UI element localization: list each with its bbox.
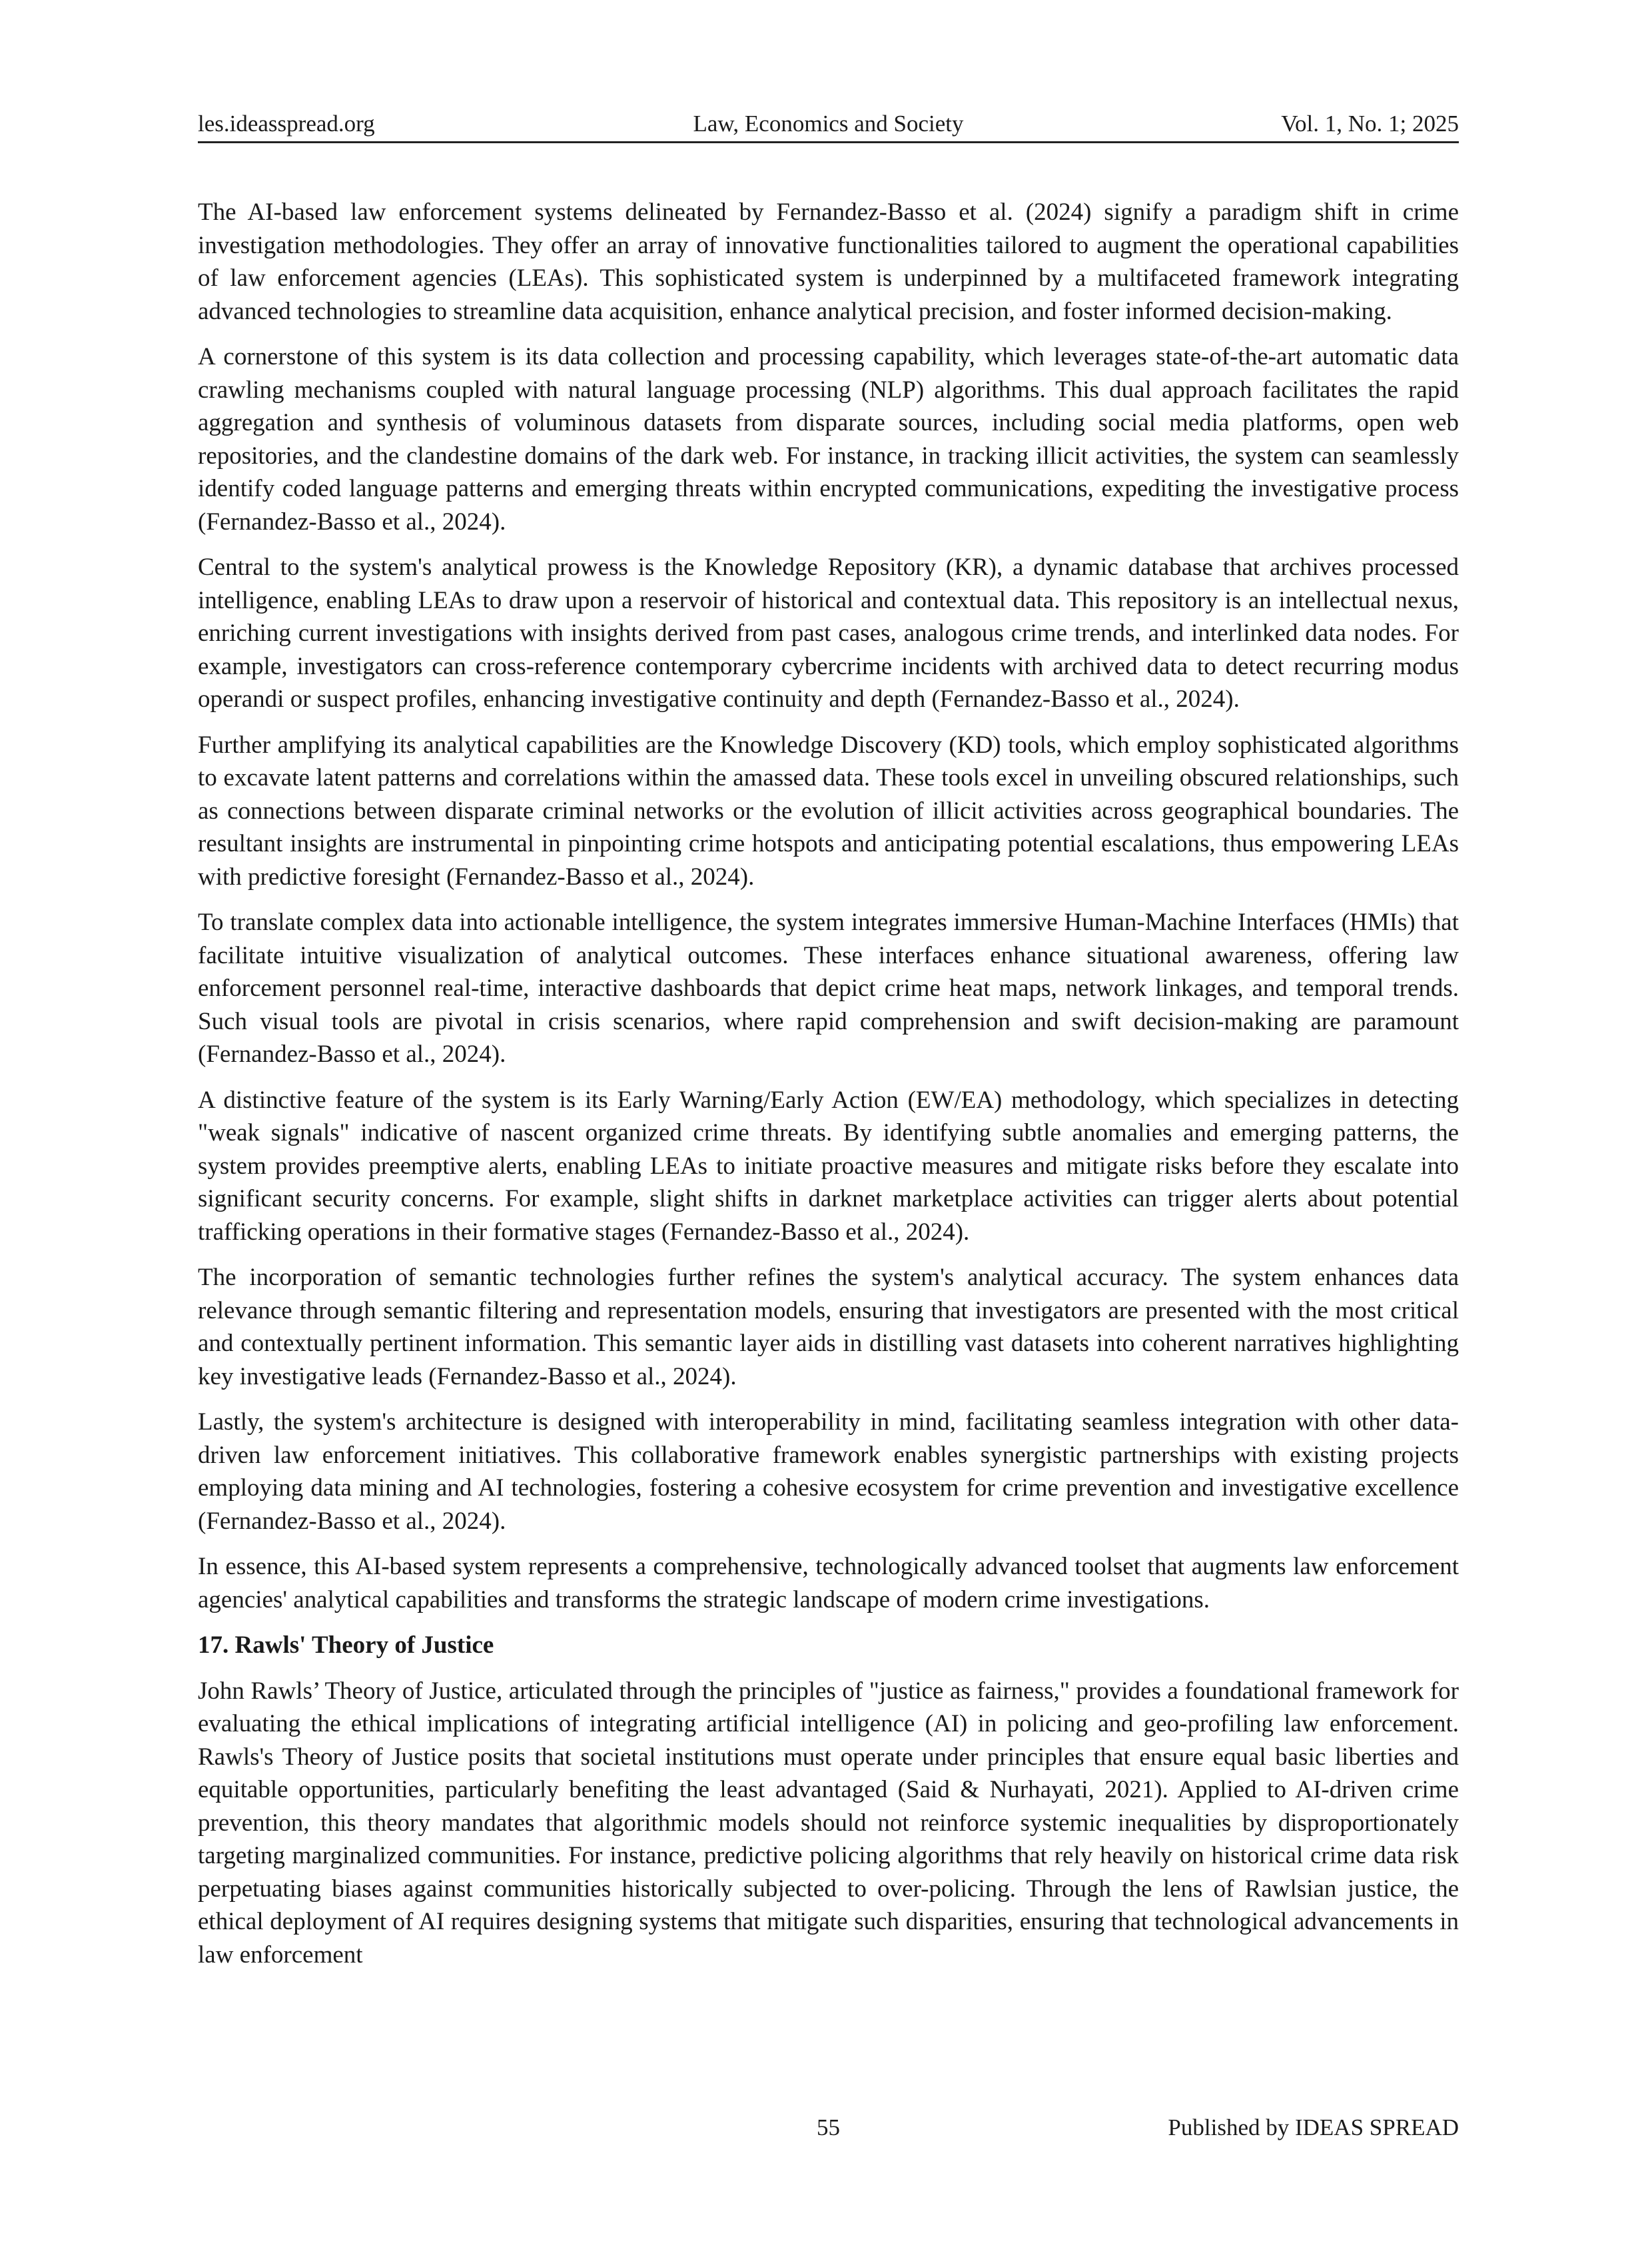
article-body [198, 196, 1459, 1984]
page-footer [198, 2114, 1459, 2144]
journal-website: les.ideasspread.org [198, 111, 375, 137]
paragraph-2: A cornerstone of this system is its data collection and processing capability, which leverages state-of-the-art automatic data crawling mechanisms coupled with natural language processing (NLP) algorithms. This dual approach facilitates the rapid aggregation and synthesis of voluminous datasets from disparate sources, including social media platforms, open web repositories, and the clandestine domains of the dark web. For instance, in tracking illicit activities, the system can seamlessly identify coded language patterns and emerging threats within encrypted communications, expediting the investigative process (Fernandez-Basso et al., 2024). [198, 343, 1459, 536]
page-number: 55 [817, 2114, 840, 2140]
section-heading: 17. Rawls' Theory of Justice [198, 1631, 494, 1659]
paragraph-6: A distinctive feature of the system is its Early Warning/Early Action (EW/EA) methodology, which specializes in detecting "weak signals" indicative of nascent organized crime threats. By identifying subtle anomalies and emerging patterns, the system provides preemptive alerts, enabling LEAs to initiate proactive measures and mitigate risks before they escalate into significant security concerns. For example, slight shifts in darknet marketplace activities can trigger alerts about potential trafficking operations in their formative stages (Fernandez-Basso et al., 2024). [198, 1086, 1459, 1246]
paragraph-8: Lastly, the system's architecture is designed with interoperability in mind, facilitating seamless integration with other data-driven law enforcement initiatives. This collaborative framework enables synergistic partnerships with existing projects employing data mining and AI technologies, fostering a cohesive ecosystem for crime prevention and investigative excellence (Fernandez-Basso et al., 2024). [198, 1408, 1459, 1535]
paragraph-10: John Rawls’ Theory of Justice, articulated through the principles of "justice as fairness," provides a foundational framework for evaluating the ethical implications of integrating artificial intelligence (AI) in policing and geo-profiling law enforcement. Rawls's Theory of Justice posits that societal institutions must operate under principles that ensure equal basic liberties and equitable opportunities, particularly benefiting the least advantaged (Said & Nurhayati, 2021). Applied to AI-driven crime prevention, this theory mandates that algorithmic models should not reinforce systemic inequalities by disproportionately targeting marginalized communities. For instance, predictive policing algorithms that rely heavily on historical crime data risk perpetuating biases against communities historically subjected to over-policing. Through the lens of Rawlsian justice, the ethical deployment of AI requires designing systems that mitigate such disparities, ensuring that technological advancements in law enforcement [198, 1677, 1459, 1969]
publisher-credit: Published by IDEAS SPREAD [1168, 2114, 1459, 2140]
volume-issue: Vol. 1, No. 1; 2025 [1281, 111, 1459, 137]
paragraph-9: In essence, this AI-based system represents a comprehensive, technologically advanced toolset that augments law enforcement agencies' analytical capabilities and transforms the strategic landscape of modern crime investigations. [198, 1553, 1459, 1613]
paragraph-5: To translate complex data into actionable intelligence, the system integrates immersive Human-Machine Interfaces (HMIs) that facilitate intuitive visualization of analytical outcomes. These interfaces enhance situational awareness, offering law enforcement personnel real-time, interactive dashboards that depict crime heat maps, network linkages, and temporal trends. Such visual tools are pivotal in crisis scenarios, where rapid comprehension and swift decision-making are paramount (Fernandez-Basso et al., 2024). [198, 909, 1459, 1068]
paragraph-1: The AI-based law enforcement systems delineated by Fernandez-Basso et al. (2024) signify a paradigm shift in crime investigation methodologies. They offer an array of innovative functionalities tailored to augment the operational capabilities of law enforcement agencies (LEAs). This sophisticated system is underpinned by a multifaceted framework integrating advanced technologies to streamline data acquisition, enhance analytical precision, and foster informed decision-making. [198, 199, 1459, 325]
running-header [198, 112, 1459, 143]
paragraph-4: Further amplifying its analytical capabilities are the Knowledge Discovery (KD) tools, which employ sophisticated algorithms to excavate latent patterns and correlations within the amassed data. These tools excel in unveiling obscured relationships, such as connections between disparate criminal networks or the evolution of illicit activities across geographical boundaries. The resultant insights are instrumental in pinpointing crime hotspots and anticipating potential escalations, thus empowering LEAs with predictive foresight (Fernandez-Basso et al., 2024). [198, 731, 1459, 891]
paragraph-3: Central to the system's analytical prowess is the Knowledge Repository (KR), a dynamic database that archives processed intelligence, enabling LEAs to draw upon a reservoir of historical and contextual data. This repository is an intellectual nexus, enriching current investigations with insights derived from past cases, analogous crime trends, and interlinked data nodes. For example, investigators can cross-reference contemporary cybercrime incidents with archived data to detect recurring modus operandi or suspect profiles, enhancing investigative continuity and depth (Fernandez-Basso et al., 2024). [198, 554, 1459, 713]
journal-title: Law, Economics and Society [693, 111, 964, 137]
paragraph-7: The incorporation of semantic technologies further refines the system's analytical accuracy. The system enhances data relevance through semantic filtering and representation models, ensuring that investigators are presented with the most critical and contextually pertinent information. This semantic layer aids in distilling vast datasets into coherent narratives highlighting key investigative leads (Fernandez-Basso et al., 2024). [198, 1264, 1459, 1390]
